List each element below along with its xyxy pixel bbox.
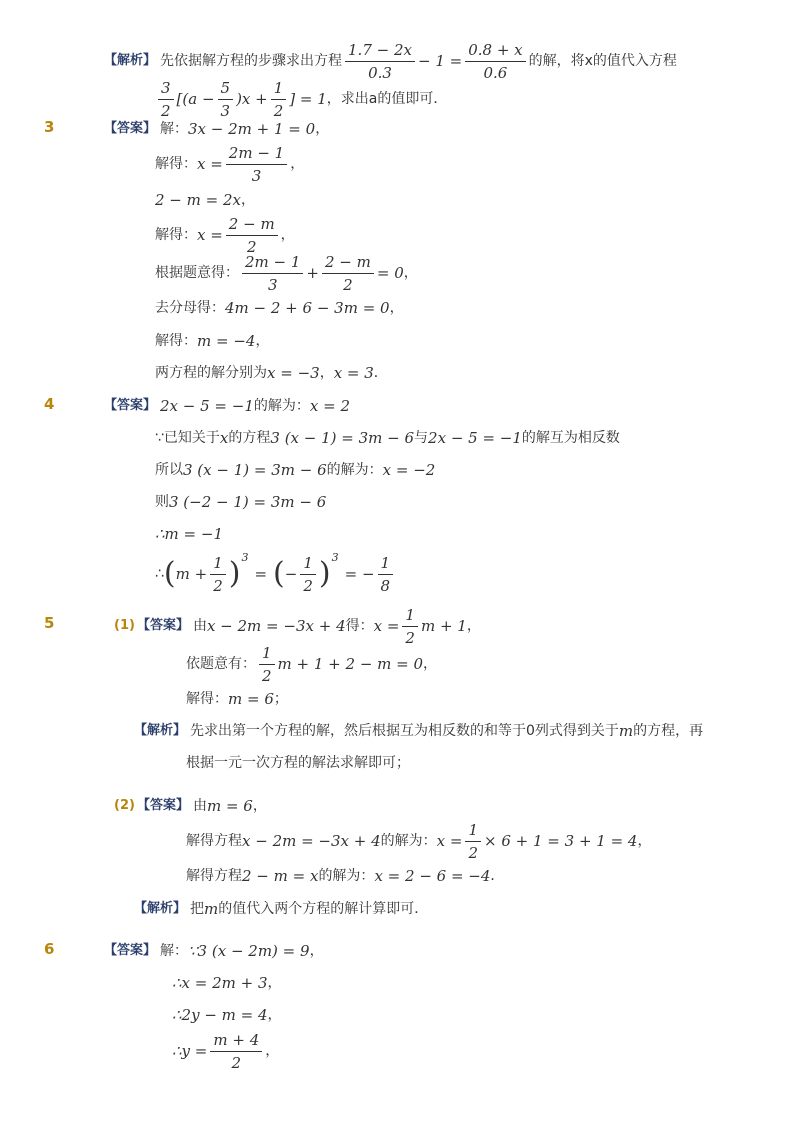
- q5-p2-line-3: 解得方程 2 − m = x 的解为： x = 2 − 6 = −4 ．: [186, 867, 505, 885]
- q3-line-8: 两方程的解分别为 x = −3 ， x = 3 ．: [155, 364, 388, 382]
- answer-tag: 【答案】: [104, 398, 157, 413]
- q3-line-3: 2 − m = 2x ，: [155, 191, 255, 209]
- analysis-tag: 【解析】: [104, 53, 157, 68]
- fraction: $\frac{1}{8}$: [378, 554, 394, 595]
- fraction: $\frac{1.7 - 2x}{0.3}$: [345, 41, 415, 82]
- q6-line-3: ∴2y − m = 4 ，: [172, 1006, 282, 1024]
- answer-tag: 【答案】: [136, 798, 189, 813]
- q5-p1-analysis-line-2: 根据一元一次方程的解法求解即可；: [186, 755, 410, 771]
- fraction: $\frac{1}{2}$: [210, 554, 226, 595]
- q4-line-1: 【答案】 2x − 5 = −1 的解为： x = 2: [104, 397, 350, 415]
- fraction: $\frac{1}{2}$: [465, 821, 481, 862]
- q4-line-4: 则 3 (−2 − 1) = 3m − 6: [155, 493, 327, 511]
- answer-tag: 【答案】: [136, 618, 189, 633]
- q3-line-2: 解得： x = $\frac{2m - 1}{3}$ ，: [155, 143, 305, 185]
- q3-line-7: 解得： m = −4 ，: [155, 332, 270, 350]
- q3-line-4: 解得： x = $\frac{2 - m}{2}$ ，: [155, 214, 295, 256]
- fraction: $\frac{1}{2}$: [300, 554, 316, 595]
- q2-analysis-line-2: $\frac{3}{2}$ [(a − $\frac{5}{3}$ )x + $\frac{1}{2}$ ] = 1 ，求出a的值即可．: [155, 78, 447, 120]
- q3-line-1: 【答案】 解： 3x − 2m + 1 = 0 ，: [104, 120, 330, 138]
- q4-line-2: ∵已知关于 x 的方程 3 (x − 1) = 3m − 6 与 2x − 5 = −1 的解互为相反数: [155, 429, 620, 447]
- analysis-tag: 【解析】: [134, 723, 187, 738]
- question-number: 4: [44, 395, 55, 413]
- fraction: $\frac{2 - m}{2}$: [322, 253, 374, 294]
- q4-line-6: ∴ ( m + $\frac{1}{2}$ ) 3 = ( − $\frac{1}{2}$ ) 3 = − $\frac{1}{8}$: [155, 550, 396, 598]
- answer-tag: 【答案】: [104, 943, 157, 958]
- question-number: 5: [44, 614, 55, 632]
- q2-analysis-line-1: 【解析】 先依据解方程的步骤求出方程 $\frac{1.7 - 2x}{0.3}$ − 1 = $\frac{0.8 + x}{0.6}$ 的解，将x的值代入方程: [104, 40, 677, 82]
- q5-p2-line-1: (2) 【答案】 由 m = 6 ，: [114, 797, 267, 815]
- analysis-tag: 【解析】: [134, 901, 187, 916]
- fraction: $\frac{2m - 1}{3}$: [242, 253, 303, 294]
- q6-line-2: ∴x = 2m + 3 ，: [172, 974, 282, 992]
- q5-p1-line-3: 解得： m = 6 ；: [186, 690, 288, 708]
- question-number: 6: [44, 940, 55, 958]
- q5-p2-analysis-line: 【解析】 把 m 的值代入两个方程的解计算即可．: [134, 900, 429, 918]
- q3-line-6: 去分母得： 4m − 2 + 6 − 3m = 0 ，: [155, 299, 404, 317]
- fraction: $\frac{2m - 1}{3}$: [226, 144, 287, 185]
- q6-line-4: ∴y = $\frac{m + 4}{2}$ ，: [172, 1030, 280, 1072]
- q5-p1-analysis-line-1: 【解析】 先求出第一个方程的解，然后根据互为相反数的和等于0列式得到关于 m 的方程，再: [134, 722, 704, 740]
- fraction: $\frac{5}{3}$: [218, 79, 234, 120]
- q4-line-3: 所以 3 (x − 1) = 3m − 6 的解为： x = −2: [155, 461, 436, 479]
- fraction: $\frac{3}{2}$: [158, 79, 174, 120]
- fraction: $\frac{2 - m}{2}$: [226, 215, 278, 256]
- fraction: $\frac{1}{2}$: [259, 644, 275, 685]
- q3-line-5: 根据题意得： $\frac{2m - 1}{3}$ + $\frac{2 - m}{2}$ = 0 ，: [155, 252, 418, 294]
- q6-line-1: 【答案】 解： ∵3 (x − 2m) = 9 ，: [104, 942, 324, 960]
- q5-p1-line-2: 依题意有： $\frac{1}{2}$ m + 1 + 2 − m = 0 ，: [186, 643, 438, 685]
- q4-line-5: ∴m = −1: [155, 525, 223, 543]
- fraction: $\frac{m + 4}{2}$: [210, 1031, 262, 1072]
- subpart-label: (2): [114, 798, 135, 813]
- q5-p1-line-1: (1) 【答案】 由 x − 2m = −3x + 4 得： x = $\frac{1}{2}$ m + 1 ，: [114, 605, 481, 647]
- q5-p2-line-2: 解得方程 x − 2m = −3x + 4 的解为： x = $\frac{1}{2}$ × 6 + 1 = 3 + 1 = 4 ，: [186, 820, 652, 862]
- question-number: 3: [44, 118, 55, 136]
- fraction: $\frac{0.8 + x}{0.6}$: [465, 41, 525, 82]
- answer-tag: 【答案】: [104, 121, 157, 136]
- fraction: $\frac{1}{2}$: [271, 79, 287, 120]
- subpart-label: (1): [114, 618, 135, 633]
- fraction: $\frac{1}{2}$: [402, 606, 418, 647]
